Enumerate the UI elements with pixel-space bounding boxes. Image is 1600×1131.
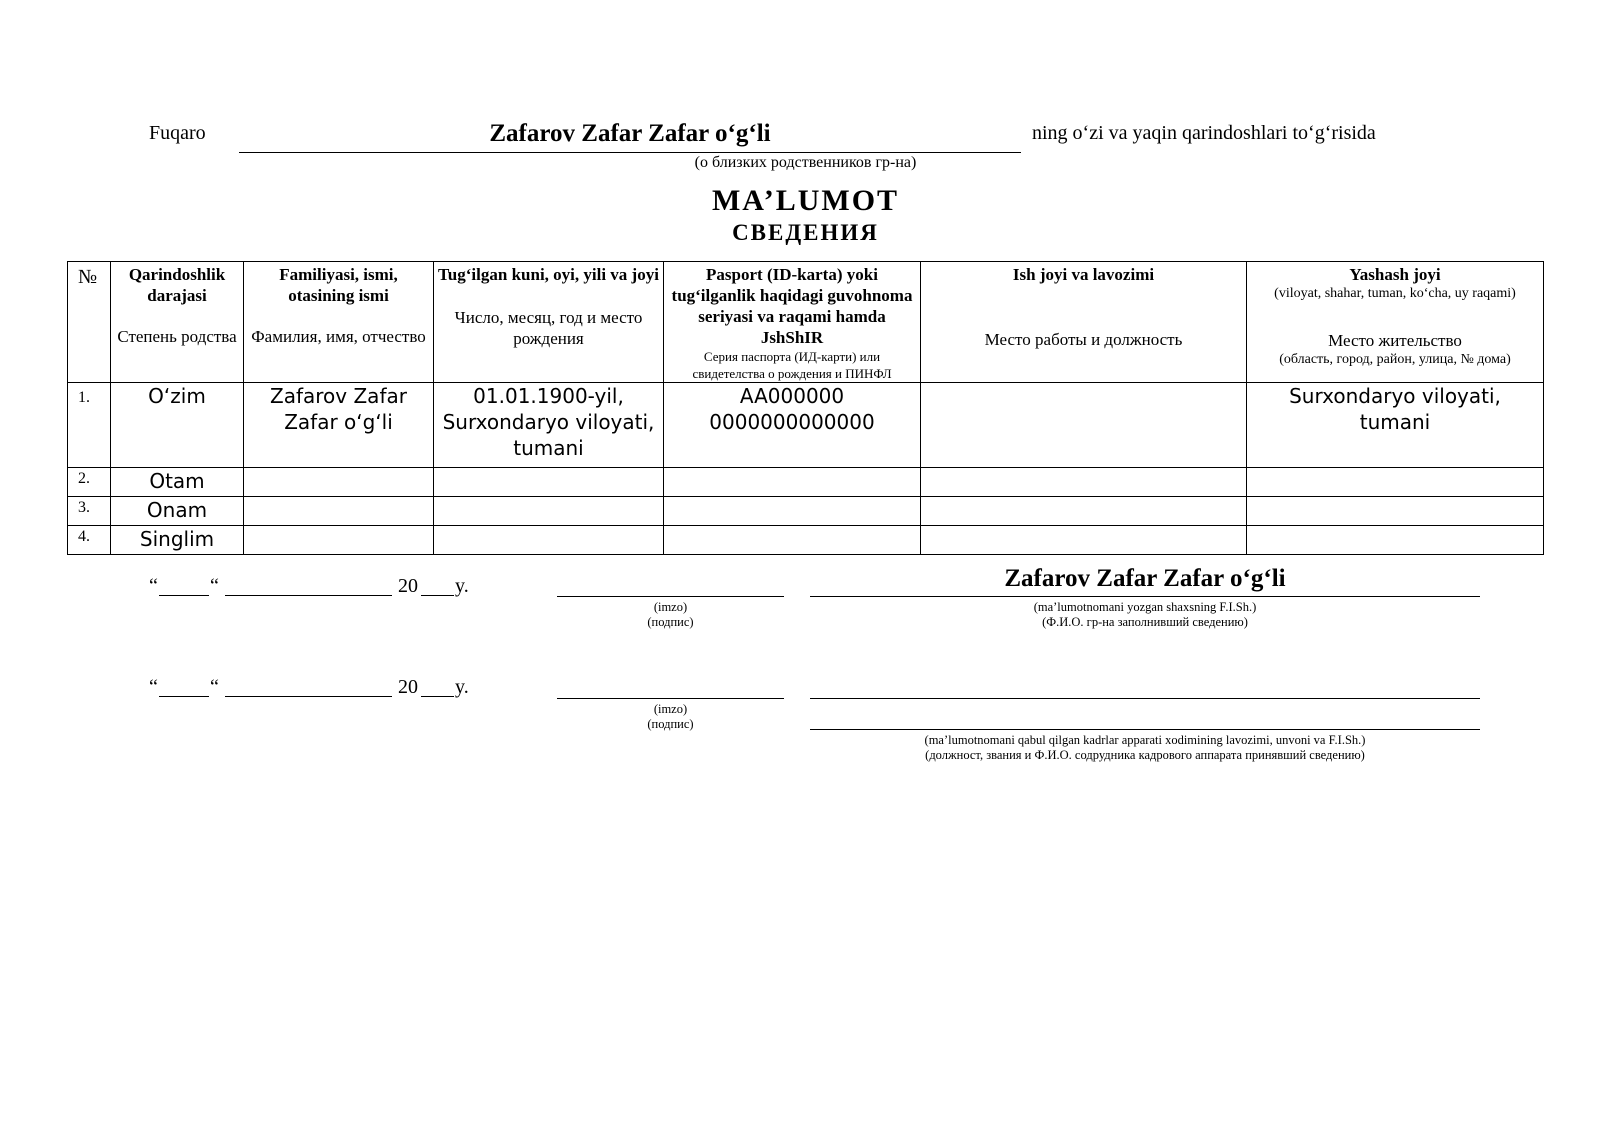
row-residence xyxy=(1247,468,1544,497)
table-row xyxy=(68,497,1544,526)
citizen-label: Fuqaro xyxy=(149,122,206,144)
col-header-degree-uz: Qarindoshlik darajasi xyxy=(128,265,226,305)
col-header-degree xyxy=(111,262,244,383)
citizen-name: Zafarov Zafar Zafar o‘g‘li xyxy=(489,120,771,147)
header-suffix: ning o‘zi va yaqin qarindoshlari to‘g‘risida xyxy=(1032,122,1376,144)
col-header-residence-ru-note: (область, город, район, улица, № дома) xyxy=(1279,352,1511,367)
date-quote-close: “ xyxy=(210,575,219,597)
date-year-blank xyxy=(421,595,454,596)
filler-name: Zafarov Zafar Zafar o‘g‘li xyxy=(1004,565,1286,592)
row-birth: 01.01.1900-yil, Surxondaryo viloyati, tumani xyxy=(434,383,664,468)
header-subtitle-ru: (о близких родственников гр-на) xyxy=(694,154,917,171)
filler-caption-ru: (Ф.И.О. гр-на заполнивший сведению) xyxy=(1042,615,1248,629)
table-row xyxy=(68,468,1544,497)
filler-name-line xyxy=(810,596,1480,597)
signature-line xyxy=(557,596,784,597)
table-header-row xyxy=(68,262,1544,383)
date-year-prefix: 20 xyxy=(398,575,418,597)
row-name: Zafarov Zafar Zafar o‘g‘li xyxy=(244,383,434,468)
row-name xyxy=(244,497,434,526)
row-degree: Otam xyxy=(111,468,244,497)
receiver-caption-uz: (ma’lumotnomani qabul qilgan kadrlar apparati xodimining lavozimi, unvoni va F.I.Sh.) xyxy=(924,733,1366,747)
date-quote-open: “ xyxy=(149,676,158,698)
col-header-number: № xyxy=(68,262,111,383)
col-header-work xyxy=(921,262,1247,383)
row-number: 1. xyxy=(68,383,111,468)
signature-caption-uz: (imzo) xyxy=(653,600,688,614)
row-passport xyxy=(664,383,921,468)
col-header-residence-uz-note: (viloyat, shahar, tuman, ko‘cha, uy raqami) xyxy=(1274,286,1516,301)
relatives-table xyxy=(67,261,1544,555)
row-number: 3. xyxy=(68,497,111,526)
col-header-residence xyxy=(1247,262,1544,383)
row-passport xyxy=(664,468,921,497)
row-birth xyxy=(434,497,664,526)
col-header-work-ru: Место работы и должность xyxy=(984,330,1183,349)
row-work xyxy=(921,497,1247,526)
row-passport-pinfl: 0000000000000 xyxy=(709,410,875,434)
col-header-name xyxy=(244,262,434,383)
date-quote-close: “ xyxy=(210,676,219,698)
date-year-suffix: y. xyxy=(455,575,469,597)
col-header-passport-uz: Pasport (ID-karta) yoki tug‘ilganlik haqidagi guvohnoma seriyasi va raqami hamda JshShIR xyxy=(671,265,913,347)
table-row xyxy=(68,526,1544,555)
date-year-blank xyxy=(421,696,454,697)
signature-caption-uz: (imzo) xyxy=(653,702,688,716)
receiver-name-line xyxy=(810,729,1480,730)
receiver-caption-ru: (должност, звания и Ф.И.О. содрудника кадрового аппарата принявший сведению) xyxy=(925,748,1365,762)
signature-line xyxy=(557,698,784,699)
row-name xyxy=(244,468,434,497)
receiver-position-line xyxy=(810,698,1480,699)
row-residence: Surxondaryo viloyati, tumani xyxy=(1247,383,1544,468)
col-header-degree-ru: Степень родства xyxy=(117,327,237,346)
document-title: MA’LUMOT xyxy=(711,184,900,217)
col-header-passport xyxy=(664,262,921,383)
signature-caption-ru: (подпис) xyxy=(647,615,694,629)
row-residence xyxy=(1247,497,1544,526)
filler-caption-uz: (ma’lumotnomani yozgan shaxsning F.I.Sh.) xyxy=(1033,600,1257,614)
row-work xyxy=(921,383,1247,468)
date-quote-open: “ xyxy=(149,575,158,597)
col-header-birth-uz: Tug‘ilgan kuni, oyi, yili va joyi xyxy=(438,265,659,284)
date-month-blank xyxy=(225,595,392,596)
date-year-prefix: 20 xyxy=(398,676,418,698)
row-passport xyxy=(664,497,921,526)
citizen-name-line xyxy=(239,152,1021,153)
col-header-passport-ru: Серия паспорта (ИД-карти) или свидетелства о рождения и ПИНФЛ xyxy=(692,349,892,381)
row-residence xyxy=(1247,526,1544,555)
document-title-ru: СВЕДЕНИЯ xyxy=(732,220,879,245)
col-header-birth-ru: Число, месяц, год и место рождения xyxy=(454,308,643,348)
row-name xyxy=(244,526,434,555)
col-header-name-uz: Familiyasi, ismi, otasining ismi xyxy=(279,265,398,305)
row-work xyxy=(921,468,1247,497)
date-day-blank xyxy=(159,595,209,596)
date-month-blank xyxy=(225,696,392,697)
table-row xyxy=(68,383,1544,468)
row-passport-series: AA000000 xyxy=(739,384,845,408)
row-passport xyxy=(664,526,921,555)
row-number: 2. xyxy=(68,468,111,497)
signature-caption-ru: (подпис) xyxy=(647,717,694,731)
row-birth xyxy=(434,526,664,555)
row-birth xyxy=(434,468,664,497)
date-year-suffix: y. xyxy=(455,676,469,698)
date-day-blank xyxy=(159,696,209,697)
col-header-residence-ru: Место жительство xyxy=(1328,331,1462,350)
row-degree: O‘zim xyxy=(111,383,244,468)
col-header-work-uz: Ish joyi va lavozimi xyxy=(1012,265,1155,284)
row-degree: Onam xyxy=(111,497,244,526)
col-header-birth xyxy=(434,262,664,383)
row-degree: Singlim xyxy=(111,526,244,555)
col-header-name-ru: Фамилия, имя, отчество xyxy=(251,327,426,346)
row-work xyxy=(921,526,1247,555)
row-number: 4. xyxy=(68,526,111,555)
col-header-residence-uz: Yashash joyi xyxy=(1349,265,1441,284)
